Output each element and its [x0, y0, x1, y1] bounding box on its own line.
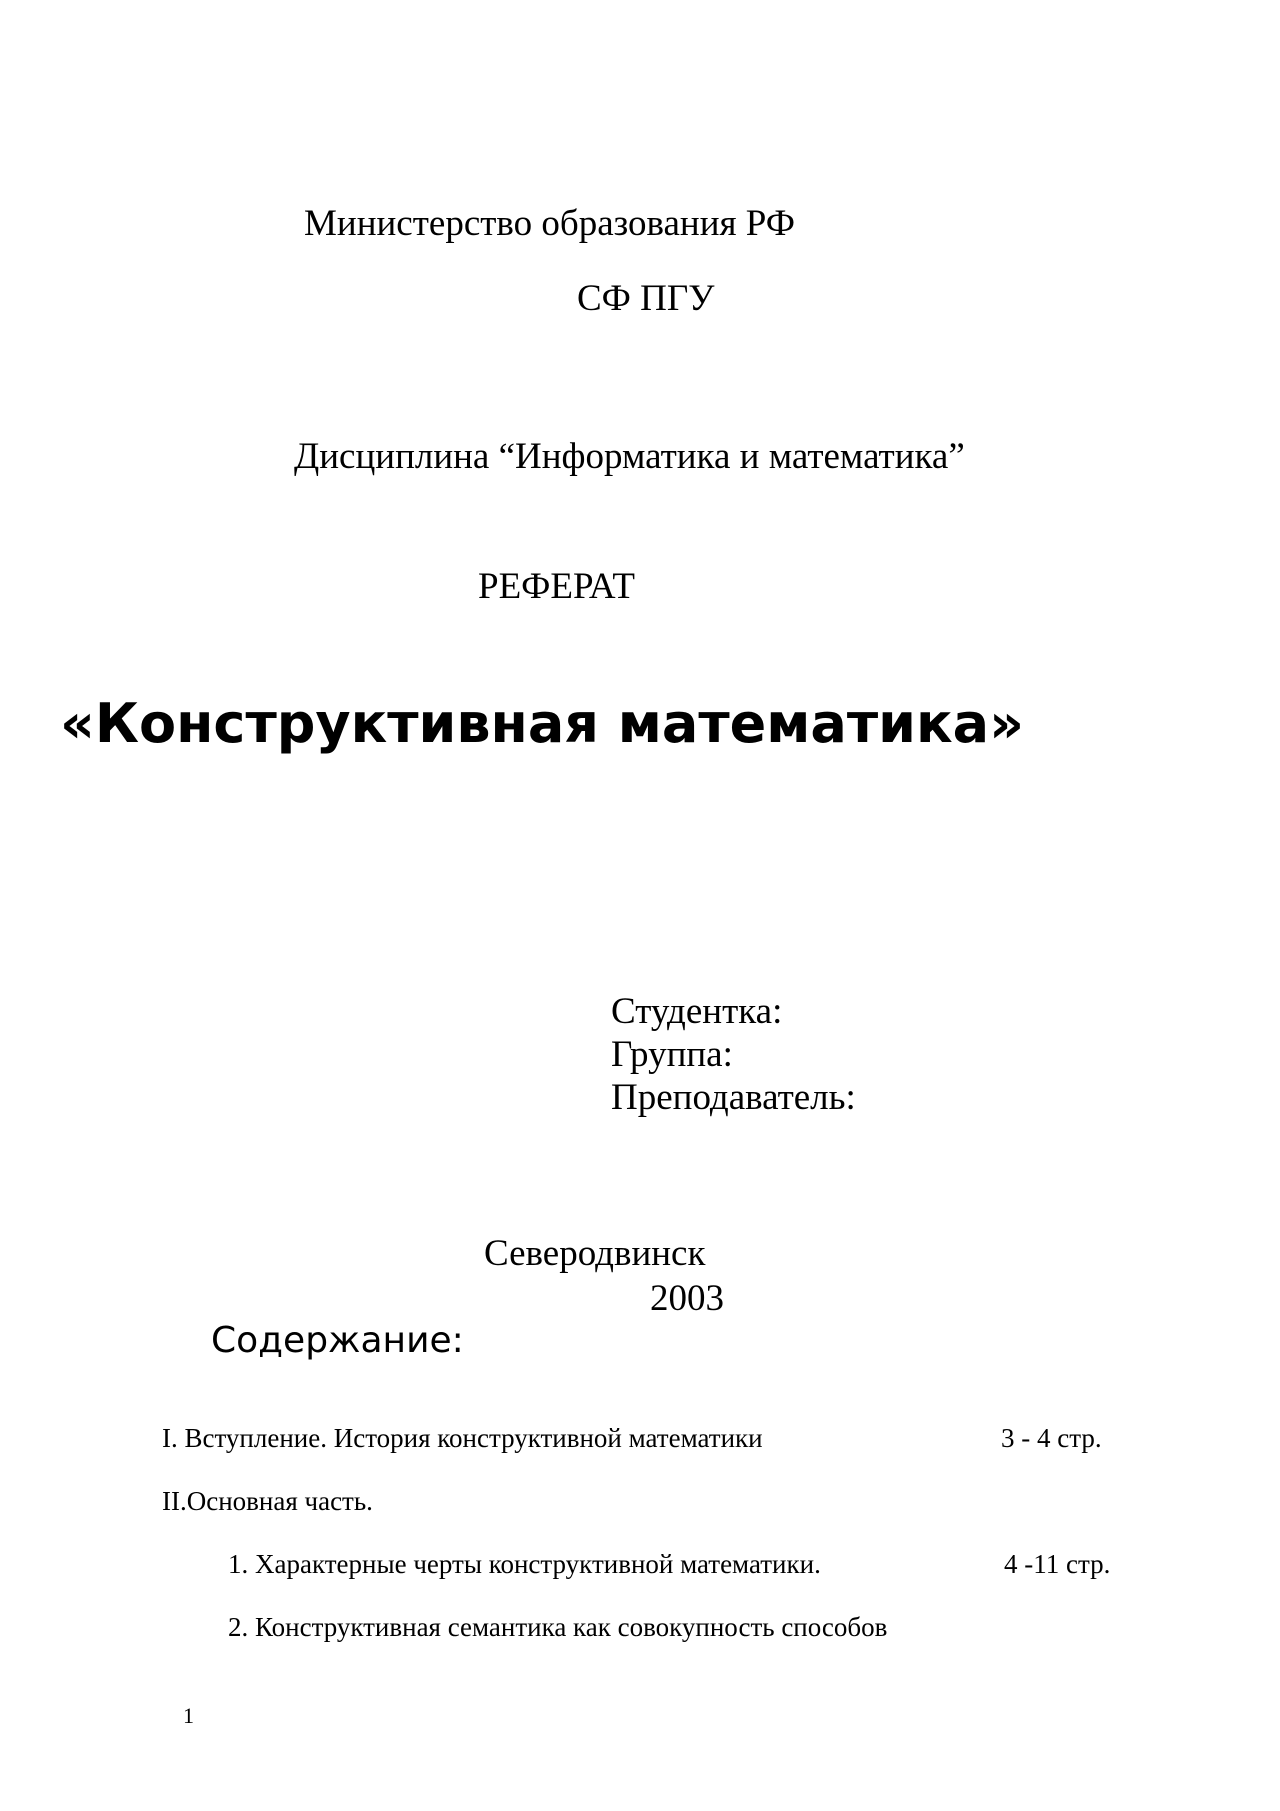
university-line: СФ ПГУ [577, 278, 715, 319]
doc-type-heading: РЕФЕРАТ [478, 566, 635, 607]
toc-item-label: II.Основная часть. [162, 1486, 373, 1516]
group-label: Группа: [611, 1034, 733, 1075]
toc-item-pages: 4 -11 стр. [1004, 1549, 1111, 1579]
discipline-line: Дисциплина “Информатика и математика” [294, 436, 965, 477]
city-line: Северодвинск [484, 1233, 706, 1274]
year-line: 2003 [650, 1278, 724, 1319]
toc-item-label: I. Вступление. История конструктивной математики [162, 1423, 763, 1453]
toc-heading: Содержание: [211, 1320, 464, 1361]
toc-item-label: 1. Характерные черты конструктивной математики. [228, 1549, 821, 1579]
toc-item-label: 2. Конструктивная семантика как совокупность способов [228, 1612, 888, 1642]
document-title: «Конструктивная математика» [60, 692, 1024, 755]
student-label: Студентка: [611, 991, 783, 1032]
teacher-label: Преподаватель: [611, 1077, 856, 1118]
page-number: 1 [183, 1703, 194, 1728]
toc-item-pages: 3 - 4 стр. [1001, 1423, 1102, 1453]
ministry-line: Министерство образования РФ [304, 203, 795, 244]
